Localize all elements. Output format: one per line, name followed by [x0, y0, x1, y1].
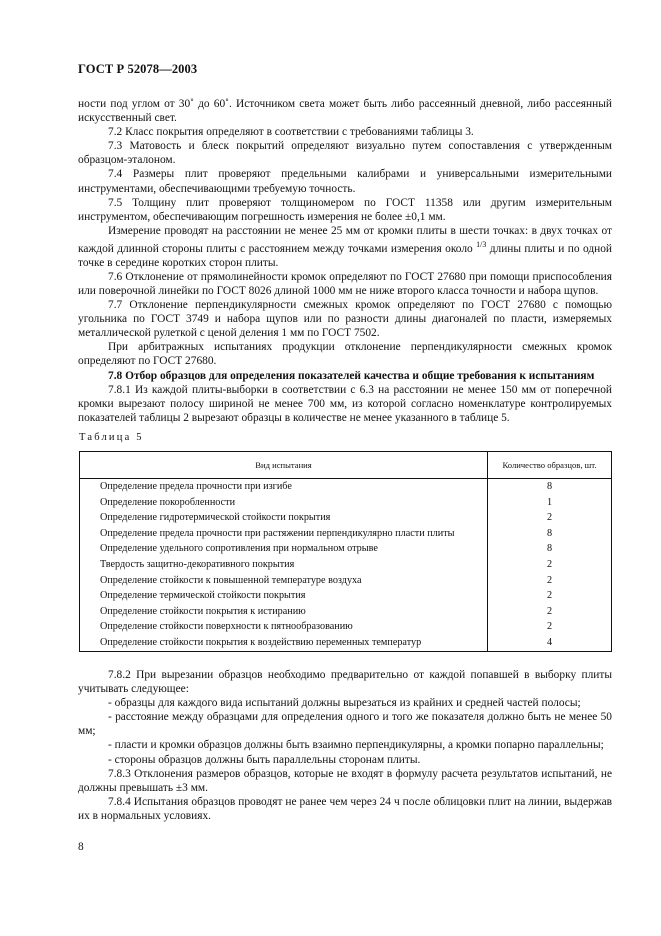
table-row [80, 495, 612, 511]
table-row [80, 526, 612, 542]
cell-count: 8 [546, 543, 553, 555]
table-row [80, 479, 612, 495]
cell-count: 2 [546, 621, 553, 633]
cell-test: Определение стойкости поверхности к пятнообразованию [80, 619, 488, 635]
paragraph-7-7: 7.7 Отклонение перпендикулярности смежных кромок определяют по ГОСТ 27680 с помощью угольника по ГОСТ 3749 и набора щупов или по разности длины диагоналей по пласти, измеряемых металлической рулеткой с ценой деления 1 мм по ГОСТ 7502. [78, 299, 612, 340]
table-header-row [80, 452, 612, 479]
fraction-one-third: 1/3 [476, 239, 487, 249]
cell-test: Определение стойкости покрытия к истиранию [80, 604, 488, 620]
section-heading-7-8: 7.8 Отбор образцов для определения показателей качества и общие требования к испытаниям [108, 369, 595, 382]
list-item: - образцы для каждого вида испытаний должны вырезаться из крайних и средней частей полосы; [108, 697, 581, 710]
cell-count: 2 [546, 574, 553, 586]
cell-count: 1 [546, 496, 553, 508]
cell-test: Определение предела прочности при изгибе [80, 479, 488, 495]
paragraph-7-2: 7.2 Класс покрытия определяют в соответствии с требованиями таблицы 3. [108, 126, 474, 139]
body-text-bottom [78, 668, 612, 823]
table-row [80, 510, 612, 526]
cell-count: 8 [546, 481, 553, 492]
table-row [80, 557, 612, 573]
cell-test: Определение удельного сопротивления при нормальном отрыве [80, 541, 488, 557]
paragraph-7-7-arbitration: При арбитражных испытаниях продукции отклонение перпендикулярности смежных кромок определяют по ГОСТ 27680. [78, 341, 612, 368]
paragraph-7-6: 7.6 Отклонение от прямолинейности кромок определяют по ГОСТ 27680 при помощи приспособления или поверочной линейки по ГОСТ 8026 длиной 1000 мм не ниже второго класса точности и набора щупов. [78, 270, 612, 298]
cell-test: Определение термической стойкости покрытия [80, 588, 488, 604]
cell-count: 2 [546, 590, 553, 602]
cell-count: 2 [546, 558, 553, 570]
samples-table [79, 451, 612, 652]
cell-test: Определение предела прочности при растяжении перпендикулярно пласти плиты [80, 526, 488, 542]
column-header-sample-count: Количество образцов, шт. [488, 452, 612, 479]
measurement-text-before: Измерение проводят на расстоянии не менее 25 мм от кромки плиты в шести точках: в двух точках от каждой длинной стороны плиты с расстоянием между точками измерения около [78, 224, 612, 255]
column-header-test-type: Вид испытания [80, 452, 488, 479]
table-row [80, 541, 612, 557]
list-item: - расстояние между образцами для определения одного и того же показателя должно быть не менее 50 мм; [78, 711, 612, 738]
cell-count: 8 [546, 527, 553, 539]
cell-count: 2 [546, 605, 553, 617]
paragraph-7-8-1: 7.8.1 Из каждой плиты-выборки в соответствии с 6.3 на расстоянии не менее 150 мм от поперечной кромки вырезают полосу шириной не менее 700 мм, из которой согласно номенклатуре контролируемых показателей таблицы 2 вырезают образцы в количестве не менее указанного в таблице 5. [78, 383, 612, 424]
page-number: 8 [78, 841, 84, 853]
cell-test: Определение стойкости к повышенной температуре воздуха [80, 573, 488, 589]
paragraph-7-4: 7.4 Размеры плит проверяют предельными калибрами и универсальными измерительными инструментами, обеспечивающими требуемую точность. [78, 168, 612, 195]
table-row [80, 604, 612, 620]
cell-count: 4 [546, 636, 553, 648]
paragraph-7-5: 7.5 Толщину плит проверяют толщиномером по ГОСТ 11358 или другим измерительным инструментом, обеспечивающим погрешность измерения не более ±0,1 мм. [78, 196, 612, 223]
paragraph-7-8-3: 7.8.3 Отклонения размеров образцов, которые не входят в формулу расчета результатов испытаний, не должны превышать ±3 мм. [78, 767, 612, 794]
cell-test: Определение гидротермической стойкости покрытия [80, 510, 488, 526]
cell-test: Определение стойкости покрытия к воздействию переменных температур [80, 635, 488, 651]
table-row [80, 635, 612, 651]
list-item: - пласти и кромки образцов должны быть взаимно перпендикулярны, а кромки попарно параллельны; [108, 739, 604, 752]
cell-count: 2 [546, 512, 553, 524]
measurement-text-after: длины плиты и по одной точке в середине коротких сторон плиты. [78, 242, 612, 269]
cell-test: Твердость защитно-декоративного покрытия [80, 557, 488, 573]
paragraph-7-8-2: 7.8.2 При вырезании образцов необходимо предварительно от каждой попавшей в выборку плиты учитывать следующее: [78, 669, 612, 696]
table-caption: Таблица 5 [79, 432, 144, 443]
paragraph-7-3: 7.3 Матовость и блеск покрытий определяют визуально путем сопоставления с утвержденным образцом-эталоном. [78, 140, 612, 167]
table-row [80, 573, 612, 589]
cell-test: Определение покоробленности [80, 495, 488, 511]
paragraph-7-5-measurement [78, 224, 612, 270]
list-item: - стороны образцов должны быть параллельны сторонам плиты. [108, 753, 421, 766]
table-row [80, 588, 612, 604]
paragraph-continuation: ности под углом от 30˚ до 60˚. Источником света может быть либо рассеянный дневной, либо рассеянный искусственный свет. [78, 98, 612, 125]
document-header-title: ГОСТ Р 52078—2003 [78, 62, 198, 76]
paragraph-7-8-4: 7.8.4 Испытания образцов проводят не ранее чем через 24 ч после облицовки плит на линии, выдержав их в нормальных условиях. [78, 795, 612, 822]
body-text-top [78, 97, 612, 425]
table-row [80, 619, 612, 635]
